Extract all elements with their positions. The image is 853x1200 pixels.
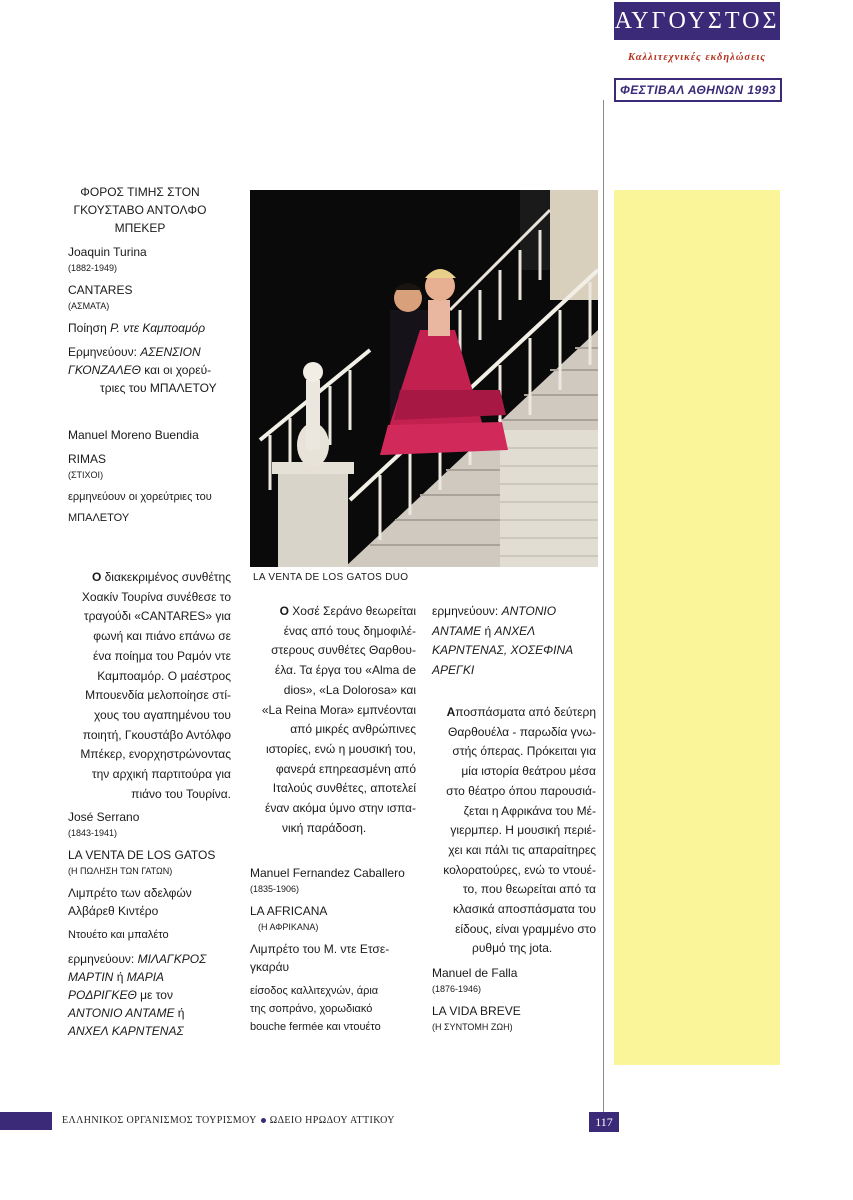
years-caballero: (1835-1906) xyxy=(250,884,300,894)
years-falla: (1876-1946) xyxy=(432,984,482,994)
duet-ballet: Ντουέτο και μπαλέτο xyxy=(68,929,169,941)
dropcap: Ο xyxy=(91,570,102,584)
turina-performers: Ερμηνεύουν: ΑΣΕΝΣΙΟΝ ΓΚΟΝΖΑΛΕΘ και οι χορεύ- τριες του ΜΠΑΛΕΤΟΥ xyxy=(68,345,217,395)
work-africana: LA AFRICANA xyxy=(250,904,328,918)
falla-entry xyxy=(432,964,597,1034)
work-venta-greek: (Η ΠΩΛΗΣΗ ΤΩΝ ΓΑΤΩΝ) xyxy=(68,866,173,876)
column-divider xyxy=(603,100,604,1130)
caballero-entry: Manuel Fernandez Caballero (1835-1906) LA AFRICANA (Η ΑΦΡΙΚΑΝΑ) Λιμπρέτο του Μ. ντε Ετσε- γκαράυ είσοδος καλλιτεχνών, άρια της σοπράνο, χορωδιακό bouche fermée και ντουέτο xyxy=(250,864,420,1036)
years-turina: (1882-1949) xyxy=(68,263,118,273)
years-serrano: (1843-1941) xyxy=(68,828,118,838)
work-vida-breve: LA VIDA BREVE xyxy=(432,1004,521,1018)
yellow-panel xyxy=(614,190,780,1065)
moreno-performers: ερμηνεύουν οι χορεύτριες του ΜΠΑΛΕΤΟΥ xyxy=(68,491,212,524)
column-1 xyxy=(68,183,231,527)
page-number: 117 xyxy=(589,1112,619,1132)
stage-photo-illustration xyxy=(250,190,598,567)
work-vida-breve-greek: (Η ΣΥΝΤΟΜΗ ΖΩΗ) xyxy=(432,1022,513,1032)
bullet-icon xyxy=(261,1118,266,1123)
footer-org: ΕΛΛΗΝΙΚΟΣ ΟΡΓΑΝΙΣΜΟΣ ΤΟΥΡΙΣΜΟΥ xyxy=(62,1115,257,1126)
dropcap: Α xyxy=(446,705,456,719)
poetry-credit: Ποίηση Ρ. ντε Καμποαμόρ xyxy=(68,321,206,335)
photo-caption: LA VENTA DE LOS GATOS DUO xyxy=(253,572,409,583)
caballero-description: είσοδος καλλιτεχνών, άρια της σοπράνο, χορωδιακό bouche fermée και ντουέτο xyxy=(250,985,381,1033)
festival-label: ΦΕΣΤΙΒΑΛ ΑΘΗΝΩΝ 1993 xyxy=(614,78,782,102)
work-rimas-greek: (ΣΤΙΧΟΙ) xyxy=(68,470,104,480)
work-venta: LA VENTA DE LOS GATOS xyxy=(68,848,216,862)
composer-serrano: José Serrano xyxy=(68,810,140,824)
footer-venue: ΩΔΕΙΟ ΗΡΩΔΟΥ ΑΤΤΙΚΟΥ xyxy=(269,1115,395,1126)
africana-paragraph: Αποσπάσματα από δεύτερη Θαρθουέλα - παρωδία γνω- στής όπερας. Πρόκειται για μία ιστορία θεάτρου μέσα στο θέατρο όπου παρουσιά- ζεται η Αφρικάνα του Μέ- γιερμπερ. Η μουσική περιέ- χει και πάλι τις απαραίτηρες κολορατούρες, ενώ το ντουέ- το, που θεωρείται από τα κλασικά αποσπάσματα του είδους, είναι γραμμένο στο ρυθμό της jota. xyxy=(443,705,596,956)
work-rimas: RIMAS xyxy=(68,452,107,466)
footer-text xyxy=(62,1115,395,1126)
tribute-heading: ΦΟΡΟΣ ΤΙΜΗΣ ΣΤΟΝ ΓΚΟΥΣΤΑΒΟ ΑΝΤΟΛΦΟ ΜΠΕΚΕΡ xyxy=(73,185,207,235)
serrano-paragraph: Ο Χοσέ Σεράνο θεωρείται ένας από τους δημοφιλέ- στερους συνθέτες Θαρθου- έλα. Τα έργα του «Alma de dios», «La Dolorosa» και «La Reina Mora» εμπνέονται από μικρές ανθρώπινες ιστορίες, ενώ η μουσική του, φανερά επηρεασμένη από Ιταλούς συνθέτες, αποτελεί έναν ακόμα ύμνο στην ισπα- νική παράδοση. xyxy=(261,604,416,835)
work-africana-greek: (Η ΑΦΡΙΚΑΝΑ) xyxy=(258,922,319,932)
work-cantares-greek: (ΑΣΜΑΤΑ) xyxy=(68,301,110,311)
serrano-entry: José Serrano (1843-1941) LA VENTA DE LOS GATOS (Η ΠΩΛΗΣΗ ΤΩΝ ΓΑΤΩΝ) Λιμπρέτο των αδελφών Αλβάρεθ Κιντέρο Ντουέτο και μπαλέτο ερμηνεύουν: ΜΙΛΑΓΚΡΟΣ ΜΑΡΤΙΝ ή ΜΑΡΙΑ ΡΟΔΡΙΓΚΕΘ με τον ΑΝΤΟΝΙΟ ΑΝΤΑΜΕ ή ΑΝΧΕΛ ΚΑΡΝΤΕΝΑΣ xyxy=(68,808,238,1040)
footer-bar xyxy=(0,1112,52,1130)
section-subtitle: Καλλιτεχνικές εκδηλώσεις xyxy=(628,52,766,63)
work-cantares: CANTARES xyxy=(68,283,133,297)
composer-falla: Manuel de Falla xyxy=(432,966,518,980)
composer-turina: Joaquin Turina xyxy=(68,245,147,259)
month-title: ΑΥΓΟΥΣΤΟΣ xyxy=(614,2,780,40)
composer-caballero: Manuel Fernandez Caballero xyxy=(250,866,405,880)
dropcap: Ο xyxy=(279,604,289,618)
stage-photo xyxy=(250,190,598,567)
serrano-performers: ερμηνεύουν: ΜΙΛΑΓΚΡΟΣ ΜΑΡΤΙΝ ή ΜΑΡΙΑ ΡΟΔΡΙΓΚΕΘ με τον ΑΝΤΟΝΙΟ ΑΝΤΑΜΕ ή ΑΝΧΕΛ ΚΑΡΝΤΕΝΑΣ xyxy=(68,952,207,1038)
col3-performers: ερμηνεύουν: ΑΝΤΟΝΙΟ ΑΝΤΑΜΕ ή ΑΝΧΕΛ ΚΑΡΝΤΕΝΑΣ, ΧΟΣΕΦΙΝΑ ΑΡΕΓΚΙ xyxy=(432,604,574,678)
composer-moreno: Manuel Moreno Buendia xyxy=(68,428,199,442)
turina-paragraph: Ο διακεκριμένος συνθέτης Χοακίν Τουρίνα συνέθεσε το τραγούδι «CANTARES» για φωνή και πιάνο επάνω σε ένα ποίημα του Ραμόν ντε Καμποαμόρ. Ο μαέστρος Μπουενδία μελοποίησε στί- χους του αγαπημένου του ποιητή, Γκουστάβο Αντόλφο Μπέκερ, ενορχηστρώνοντας την αρχική παρτιτούρα για πιάνο του Τουρίνα. xyxy=(80,570,231,801)
